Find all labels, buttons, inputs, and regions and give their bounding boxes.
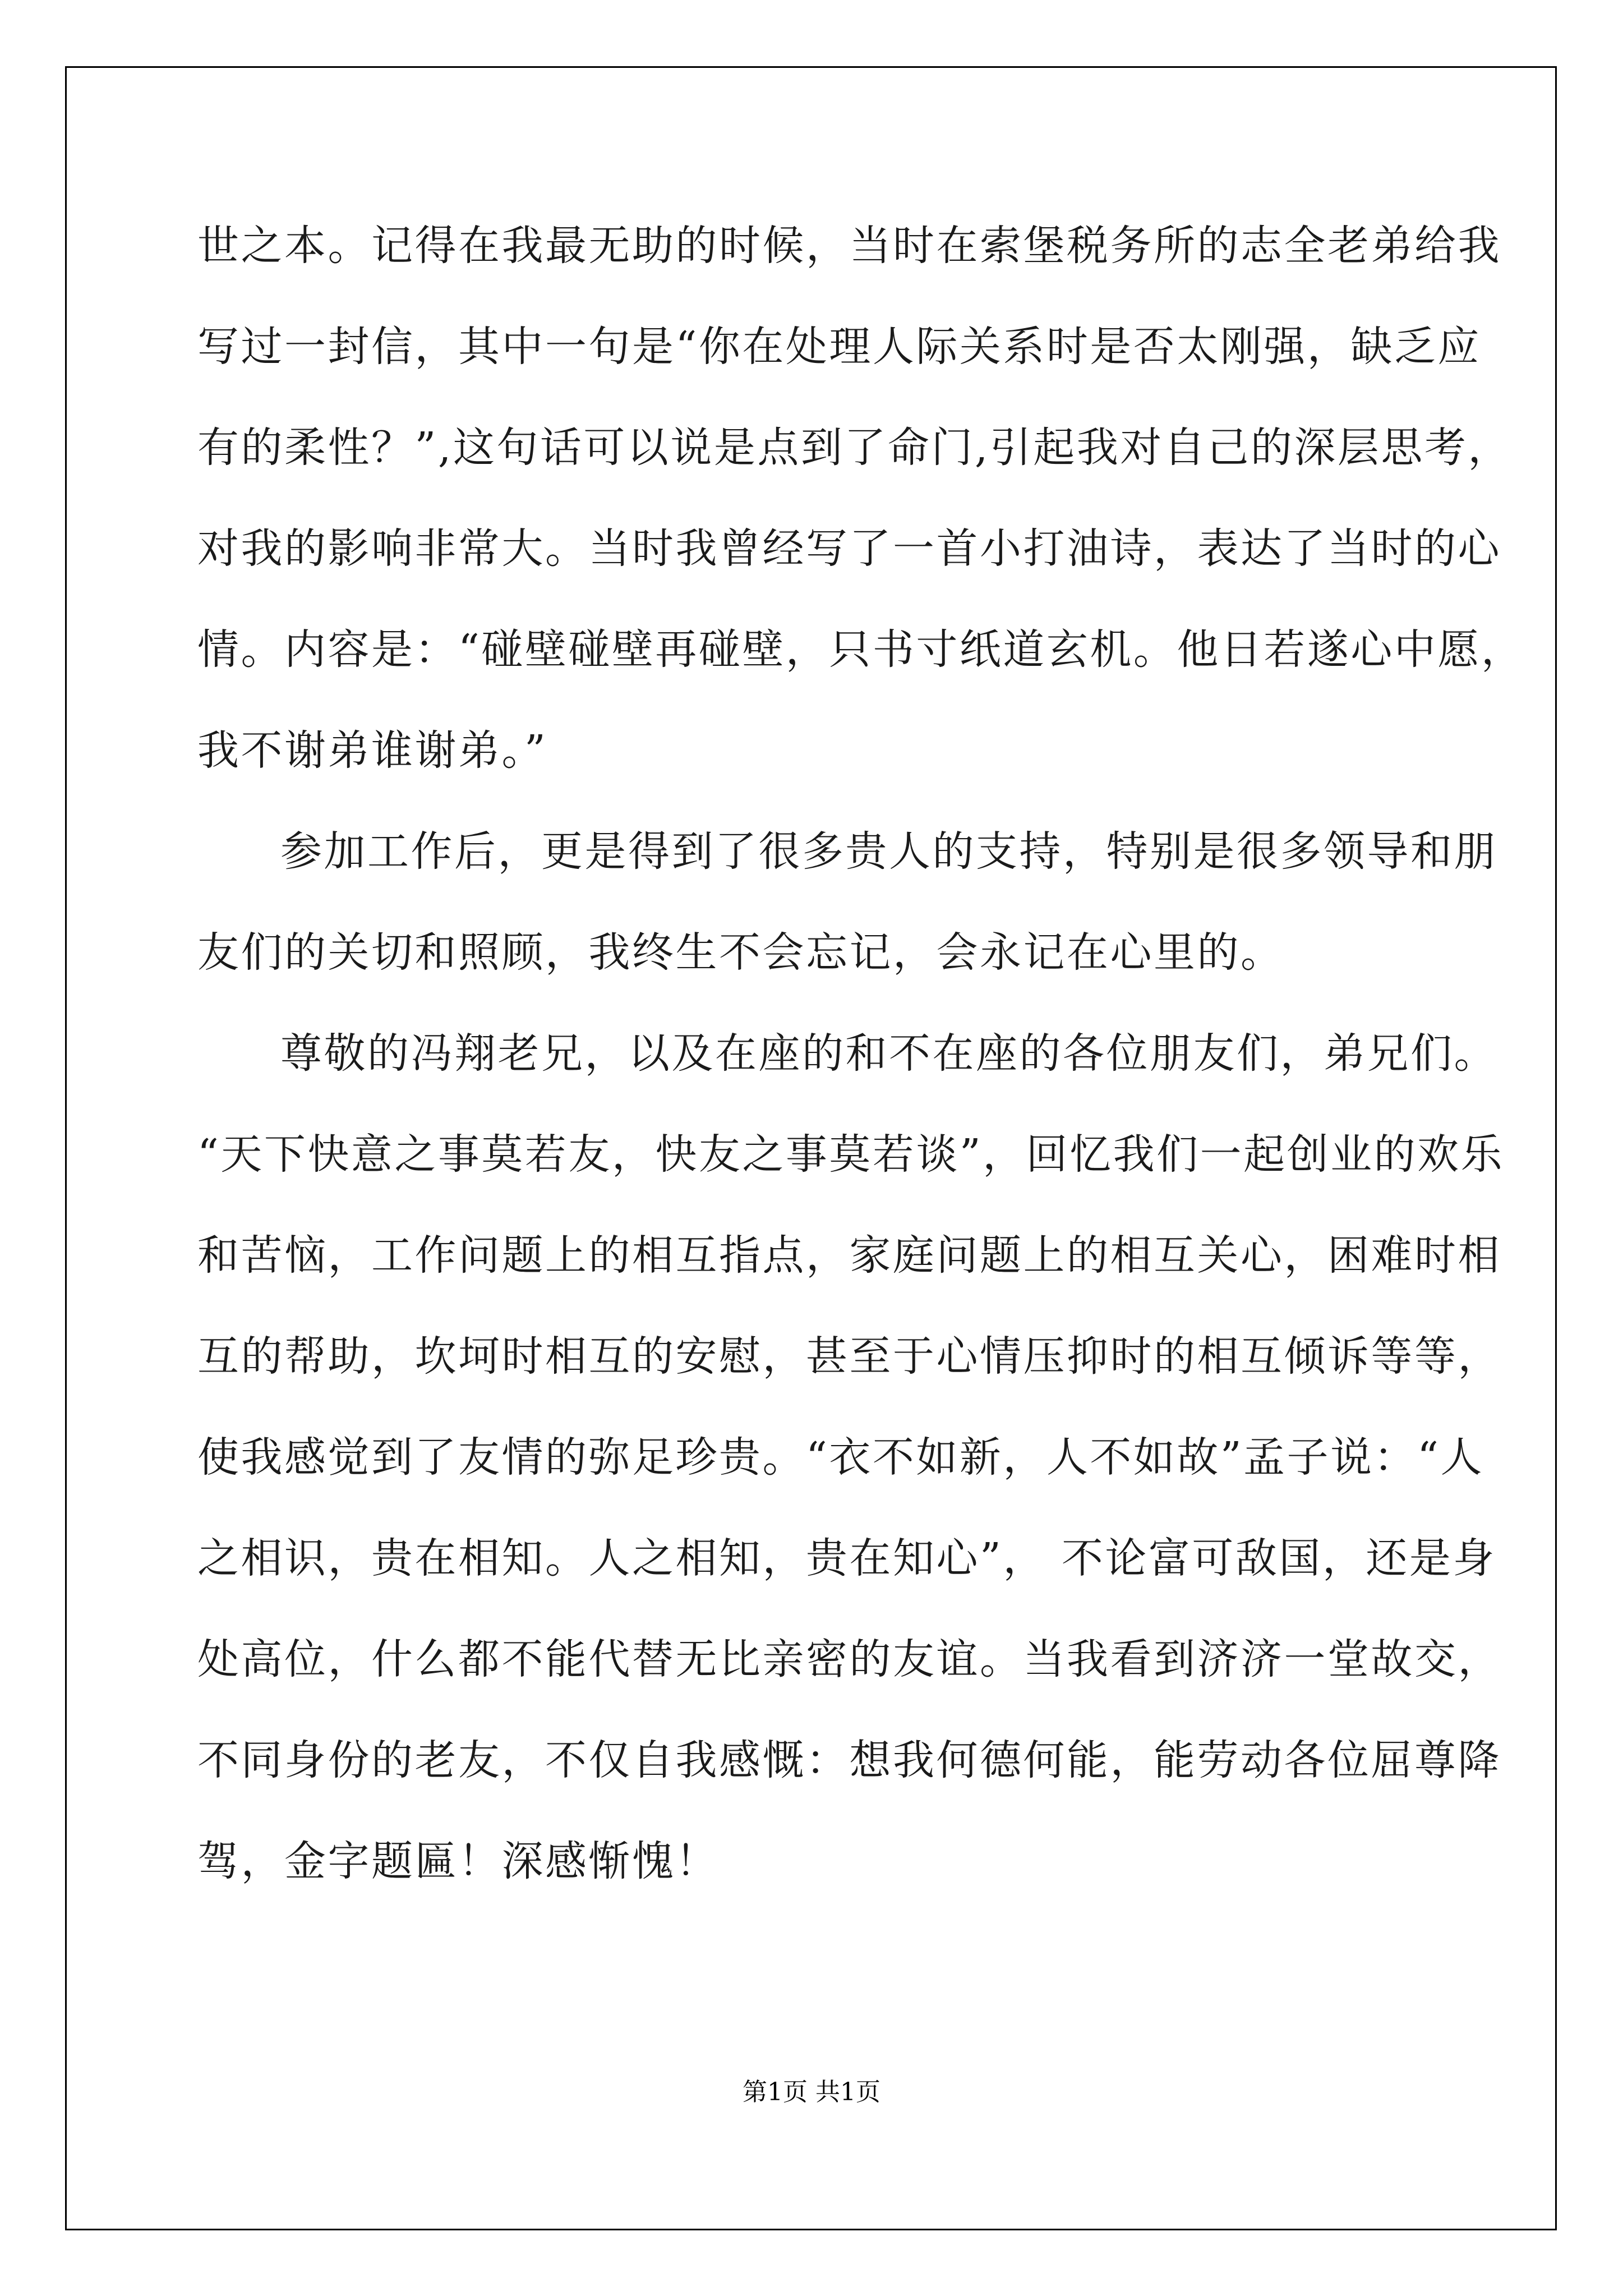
text-line: “天下快意之事莫若友，快友之事莫若谈”，回忆我们一起创业的欢乐: [197, 1130, 1505, 1179]
text-line: 不同身份的老友，不仅自我感慨：想我何德何能，能劳动各位屈尊降: [197, 1736, 1501, 1784]
paragraph-start-line: 尊敬的冯翔老兄，以及在座的和不在座的各位朋友们，弟兄们。: [280, 1029, 1497, 1078]
text-line: 写过一封信，其中一句是“你在处理人际关系时是否太刚强，缺乏应: [197, 323, 1481, 371]
page-number-footer: 第1页 共1页: [743, 2078, 880, 2106]
text-line: 处高位，什么都不能代替无比亲密的友谊。当我看到济济一堂故交，: [197, 1635, 1501, 1683]
text-line: 世之本。记得在我最无助的时候，当时在索堡税务所的志全老弟给我: [197, 222, 1501, 270]
text-line: 有的柔性？”,这句话可以说是点到了命门,引起我对自己的深层思考，: [197, 424, 1511, 472]
text-line: 之相识，贵在相知。人之相知，贵在知心”， 不论富可敌国，还是身: [197, 1534, 1496, 1582]
text-line: 情。内容是：“碰壁碰壁再碰壁，只书寸纸道玄机。他日若遂心中愿，: [197, 625, 1525, 674]
text-line: 使我感觉到了友情的弥足珍贵。“衣不如新，人不如故”孟子说：“人: [197, 1433, 1484, 1481]
text-line: 友们的关切和照顾，我终生不会忘记，会永记在心里的。: [197, 928, 1284, 977]
text-line: 我不谢弟谁谢弟。”: [197, 726, 548, 775]
text-line: 对我的影响非常大。当时我曾经写了一首小打油诗，表达了当时的心: [197, 524, 1501, 573]
text-line: 和苦恼，工作问题上的相互指点，家庭问题上的相互关心，困难时相: [197, 1231, 1501, 1280]
text-line: 互的帮助，坎坷时相互的安慰，甚至于心情压抑时的相互倾诉等等，: [197, 1332, 1501, 1381]
paragraph-start-line: 参加工作后，更是得到了很多贵人的支持，特别是很多领导和朋: [280, 827, 1497, 876]
text-line: 驾，金字题匾！深感惭愧！: [197, 1837, 719, 1885]
